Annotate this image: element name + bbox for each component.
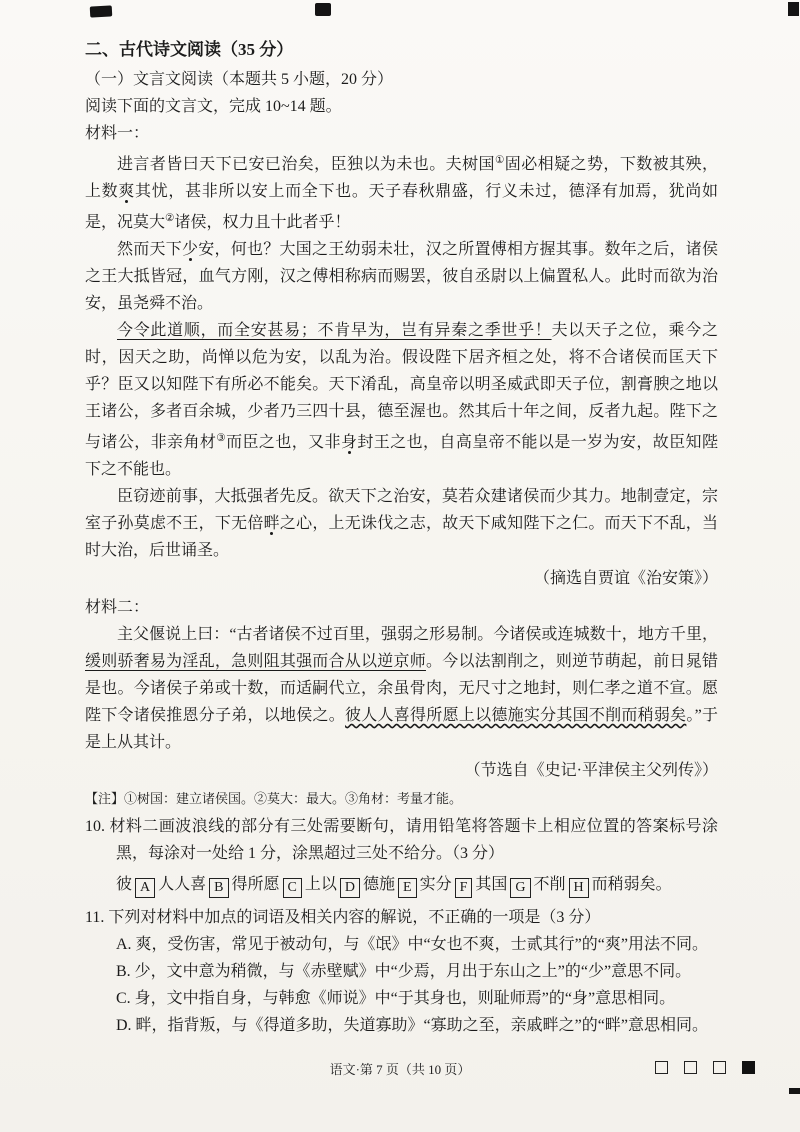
text-run: 其国 [475, 876, 508, 893]
wavy-underlined-text: 彼人人喜得所愿上以德施实分其国不削而稍弱矣 [345, 707, 687, 724]
question-11-option-d: D. 畔，指背叛，与《得道多助，失道寡助》“寡助之至，亲戚畔之”的“畔”意思相同。 [116, 1017, 708, 1034]
footnote-ref: ③ [216, 433, 227, 444]
emphasized-char: 爽 [118, 183, 136, 200]
page-number-label: 语文·第 7 页（共 10 页） [329, 1062, 471, 1077]
answer-letter-box: C [283, 878, 302, 898]
text-run: 安，何也？大国之王幼弱未壮，汉之所置傅相方握其事。数年之后，诸侯之王大抵皆冠，血气方刚，汉之傅相称病而赐罢，彼自丞尉以上偏置私人。此时而欲为治安，虽尧舜不治。 [85, 241, 718, 312]
question-10-segmented-sentence [85, 869, 718, 901]
text-run: 实分 [419, 876, 452, 893]
reading-instruction: 阅读下面的文言文，完成 10~14 题。 [85, 98, 342, 115]
text-run: 。”于是上从其计。 [85, 707, 718, 751]
text-run: 臣窃迹前事，大抵强者先反。欲天下之治安，莫若众建诸侯而少其力。地制壹定，宗室子孙莫虑不王，下无倍 [85, 488, 718, 532]
footnotes: 【注】①树国：建立诸侯国。②莫大：最大。③角材：考量才能。 [85, 791, 463, 806]
text-run: 而稍弱矣。 [591, 876, 672, 893]
scan-artifact-mark [789, 1088, 800, 1094]
material2-paragraph-1 [85, 621, 718, 756]
underlined-text: 今令此道顺，而全安甚易；不肯早为，岂有异秦之季世乎！ [117, 322, 552, 339]
answer-letter-box: G [510, 878, 530, 898]
text-run: 彼 [116, 876, 133, 893]
text-run: 之心，上无诛伐之志，故天下咸知陛下之仁。而天下不乱，当时大治，后世诵圣。 [85, 515, 718, 559]
text-run: 不削 [533, 876, 566, 893]
text-run: 夫以天子之位，乘今之时，因天之助，尚惮以危为安，以乱为治。假设陛下居齐桓之处，将不合诸侯而匡天下乎？臣又以知陛下有所必不能矣。天下淆乱，高皇帝以明圣威武即天子位，割膏腴之地以王诸公，多者百余城，少者乃三四十县，德至渥也。然其后十年之间，反者九起。陛下之与诸公，非亲角材 [85, 322, 718, 451]
answer-letter-box: A [135, 878, 155, 898]
question-11-option-a: A. 爽，受伤害，常见于被动句，与《氓》中“女也不爽，士贰其行”的“爽”用法不同。 [116, 936, 708, 953]
question-10-stem: 10. 材料二画波浪线的部分有三处需要断句，请用铅笔将答题卡上相应位置的答案标号涂黑，每涂对一处给 1 分，涂黑超过三处不给分。（3 分） [85, 818, 718, 862]
omr-square-empty [655, 1061, 668, 1074]
scan-artifact-mark [90, 5, 113, 17]
subsection-heading: （一）文言文阅读（本题共 5 小题，20 分） [85, 71, 394, 88]
material1-paragraph-2 [85, 236, 718, 317]
text-run: 固必相疑之势，下数被其殃，上数 [85, 156, 718, 200]
answer-letter-box: B [209, 878, 228, 898]
material1-paragraph-1 [85, 147, 718, 236]
scan-artifact-mark [788, 2, 799, 16]
footnote-ref: ② [165, 213, 175, 224]
footnote-ref: ① [494, 155, 505, 166]
text-run: 上以 [304, 876, 337, 893]
answer-letter-box: F [455, 878, 473, 898]
material1-paragraph-3 [85, 317, 718, 483]
text-run: 主父偃说上曰：“古者诸侯不过百里，强弱之形易制。今诸侯或连城数十，地方千里， [117, 626, 718, 643]
underlined-text: 缓则骄奢易为淫乱，急则阻其强而合从以逆京师 [85, 653, 426, 670]
material1-paragraph-4 [85, 483, 718, 564]
material1-label: 材料一： [85, 125, 150, 142]
text-run: 而臣之也，又非 [226, 434, 341, 451]
text-run: 人人喜 [158, 876, 207, 893]
question-11-stem: 11. 下列对材料中加点的词语及相关内容的解说，不正确的一项是（3 分） [85, 909, 601, 926]
answer-letter-box: D [340, 878, 360, 898]
scan-artifact-mark [315, 3, 331, 16]
omr-square-empty [713, 1061, 726, 1074]
omr-square-filled [742, 1061, 755, 1074]
text-run: 进言者皆曰天下已安已治矣，臣独以为未也。夫树国 [117, 156, 495, 173]
section-heading: 二、古代诗文阅读（35 分） [85, 40, 294, 59]
question-11-option-c: C. 身，文中指自身，与韩愈《师说》中“于其身也，则耻师焉”的“身”意思相同。 [116, 990, 676, 1007]
material1-source-attribution: （摘选自贾谊《治安策》） [533, 570, 718, 587]
text-run: 德施 [363, 876, 396, 893]
omr-square-empty [684, 1061, 697, 1074]
text-run: 然而天下 [117, 241, 182, 258]
omr-mark-row [655, 1061, 755, 1074]
page-content [85, 36, 718, 1039]
emphasized-char: 身 [340, 434, 358, 451]
answer-letter-box: H [569, 878, 589, 898]
text-run: 得所愿 [231, 876, 280, 893]
material2-label: 材料二： [85, 599, 150, 616]
text-run: 其忧，甚非所以安上而全下也。天子春秋鼎盛，行义未过，德泽有加焉，犹尚如是，况莫大 [85, 183, 718, 231]
text-run: 诸侯，权力且十此者乎！ [174, 214, 351, 231]
text-run: 封王之也，自高皇帝不能以是一岁为安，故臣知陛下之不能也。 [85, 434, 718, 478]
question-11-option-b: B. 少，文中意为稍微，与《赤壁赋》中“少焉，月出于东山之上”的“少”意思不同。 [116, 963, 692, 980]
text-run: 。今以法割削之，则逆节萌起，前日晁错是也。今诸侯子弟或十数，而适嗣代立，余虽骨肉，无尺寸之地封，则仁孝之道不宣。愿陛下令诸侯推恩分子弟，以地侯之。 [85, 653, 718, 724]
emphasized-char: 少 [182, 241, 199, 258]
material2-source-attribution: （节选自《史记·平津侯主父列传》） [464, 762, 718, 779]
answer-letter-box: E [398, 878, 417, 898]
emphasized-char: 畔 [263, 515, 280, 532]
